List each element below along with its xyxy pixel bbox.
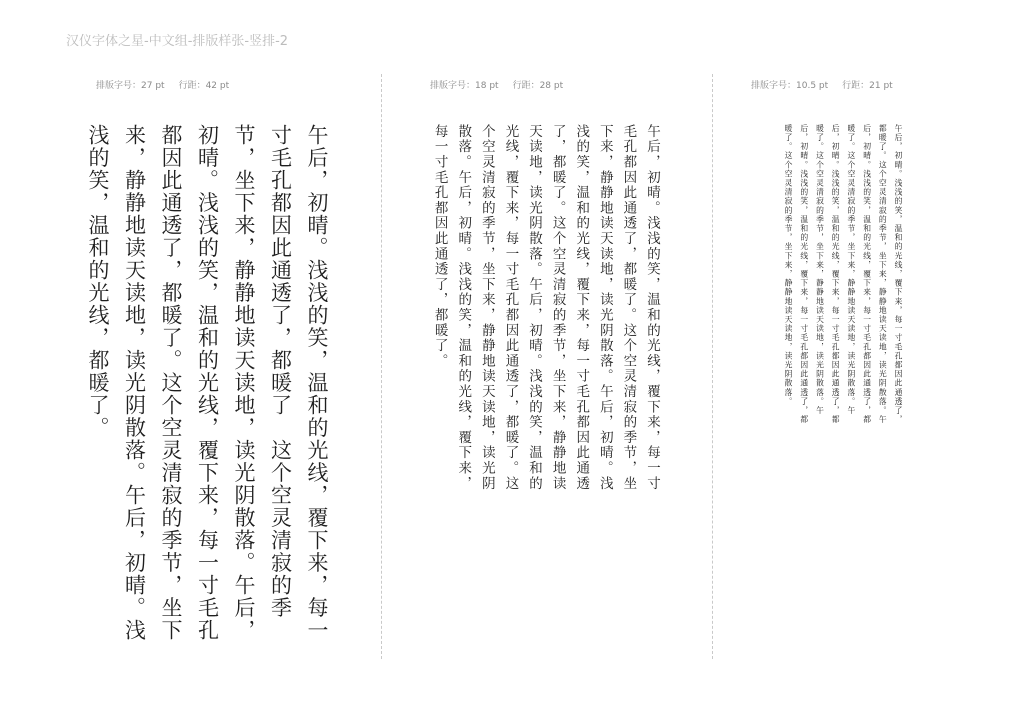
vertical-text-sample-18pt: 午后，初晴。浅浅的笑，温和的光线，覆下来，每一寸毛孔都因此通透了，都暖了。这个空灵清寂的季节，坐下来，静静地读天读地，读光阴散落。午后，初晴。浅浅的笑，温和的光线，覆下来，每一寸毛孔都因此通透了，都暖了。这个空灵清寂的季节，坐下来，静静地读天读地，读光阴散落。午后，初晴。浅浅的笑，温和的光线，覆下来，每一寸毛孔都因此通透了，都暖了。这个空灵清寂的季节，坐下来，静静地读天读地，读光阴散落。午后，初晴。浅浅的笑，温和的光线，覆下来，每一寸毛孔都因此通透了，都暖了。 — [431, 124, 660, 492]
vertical-text-sample-27pt: 午后，初晴。浅浅的笑，温和的光线，覆下来，每一寸毛孔都因此通透了，都暖了 这个空灵清寂的季节，坐下来，静静地读天读地，读光阴散落。午后，初晴。浅浅的笑，温和的光线，覆下来，每一寸毛孔都因此通透了，都暖了。这个空灵清寂的季节，坐下来，静静地读天读地，读光阴散落。午后，初晴。浅浅的笑，温和的光线，都暖了。 — [86, 124, 329, 642]
page-title: 汉仪字体之星-中文组-排版样张-竖排-2 — [66, 34, 289, 49]
type-size-label: 排版字号：18 pt — [430, 81, 499, 91]
spec-10-5pt — [751, 78, 893, 91]
spec-18pt — [430, 78, 563, 91]
type-size-label: 排版字号：10.5 pt — [751, 81, 829, 91]
vertical-text-sample-10-5pt: 午后，初晴。浅浅的笑，温和的光线，覆下来，每一寸毛孔都因此通透了，都暖了。这个空灵清寂的季节，坐下来，静静地读天读地，读光阴散落。午后，初晴。浅浅的笑，温和的光线，覆下来，每一寸毛孔都因此通透了，都暖了。这个空灵清寂的季节，坐下来，静静地读天读地，读光阴散落。午后，初晴。浅浅的笑，温和的光线，覆下来，每一寸毛孔都因此通透了，都暖了。这个空灵清寂的季节，坐下来，静静地读天读地，读光阴散落。午后，初晴。浅浅的笑，温和的光线，覆下来，每一寸毛孔都因此通透了，都暖了。这个空灵清寂的季节，坐下来，静静地读天读地，读光阴散落。 — [784, 124, 903, 425]
column-divider — [712, 74, 713, 659]
leading-label: 行距：28 pt — [512, 81, 564, 91]
spec-27pt — [96, 78, 229, 91]
type-size-label: 排版字号：27 pt — [96, 81, 165, 91]
leading-label: 行距：42 pt — [178, 81, 230, 91]
leading-label: 行距：21 pt — [842, 81, 893, 91]
column-divider — [381, 74, 382, 659]
